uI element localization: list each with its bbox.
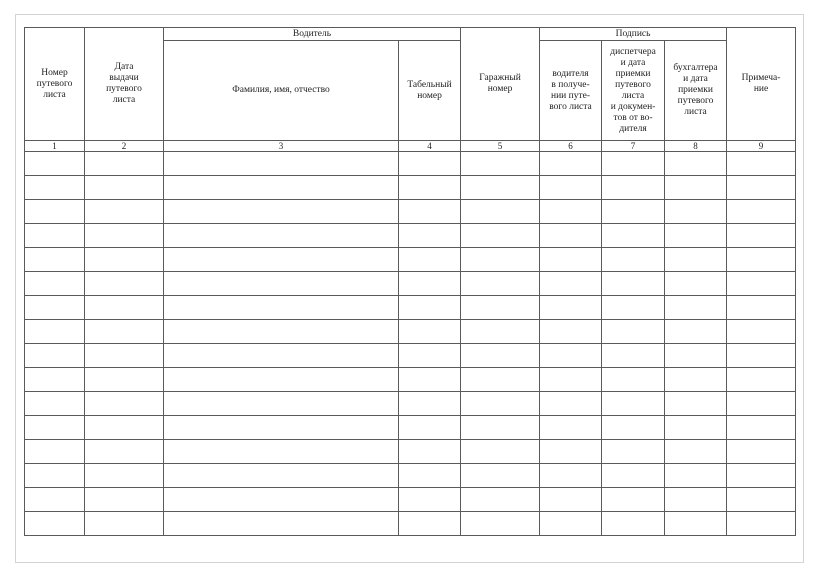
table-cell[interactable] [25,320,85,344]
table-cell[interactable] [461,152,540,176]
header-waybill-number-text: Номер путевого листа [36,67,73,100]
table-cell[interactable] [25,392,85,416]
table-cell[interactable] [665,416,727,440]
table-cell[interactable] [399,272,461,296]
table-cell[interactable] [399,488,461,512]
table-cell[interactable] [665,224,727,248]
table-cell[interactable] [399,464,461,488]
header-note [727,28,796,141]
table-cell[interactable] [665,152,727,176]
table-cell[interactable] [85,512,164,536]
table-cell[interactable] [540,440,602,464]
column-number: 2 [85,141,164,152]
table-row [25,368,796,392]
table-cell[interactable] [164,512,399,536]
table-cell[interactable] [540,416,602,440]
table-cell[interactable] [164,392,399,416]
table-row [25,176,796,200]
table-cell[interactable] [164,248,399,272]
header-garage-number-text: Гаражный номер [479,73,521,94]
table-cell[interactable] [727,320,796,344]
table-cell[interactable] [602,200,665,224]
table-cell[interactable] [540,224,602,248]
table-cell[interactable] [164,320,399,344]
table-cell[interactable] [602,368,665,392]
table-row [25,440,796,464]
table-cell[interactable] [727,392,796,416]
header-full-name [164,41,399,141]
table-cell[interactable] [399,152,461,176]
table-cell[interactable] [665,272,727,296]
table-cell[interactable] [85,464,164,488]
table-cell[interactable] [540,344,602,368]
header-personnel-number [399,41,461,141]
table-row [25,416,796,440]
header-personnel-number-text: Табельный номер [407,79,452,101]
table-cell[interactable] [727,248,796,272]
table-cell[interactable] [399,224,461,248]
column-number: 4 [399,141,461,152]
table-row [25,320,796,344]
table-cell[interactable] [25,344,85,368]
table-row [25,152,796,176]
table-cell[interactable] [727,176,796,200]
table-cell[interactable] [540,176,602,200]
table-cell[interactable] [164,152,399,176]
table-row [25,224,796,248]
header-full-name-text: Фамилия, имя, отчество [232,85,330,95]
table-cell[interactable] [540,320,602,344]
table-cell[interactable] [665,320,727,344]
table-cell[interactable] [85,416,164,440]
table-cell[interactable] [85,176,164,200]
table-cell[interactable] [164,296,399,320]
header-issue-date [85,28,164,141]
header-sig-accountant-text: бухгалтера и дата приемки путевого листа [673,63,718,117]
table-cell[interactable] [461,224,540,248]
header-garage-number [461,28,540,141]
table-cell[interactable] [25,248,85,272]
table-cell[interactable] [85,296,164,320]
table-cell[interactable] [85,392,164,416]
table-row [25,344,796,368]
table-cell[interactable] [665,488,727,512]
table-cell[interactable] [665,200,727,224]
header-waybill-number [25,28,85,141]
header-signature [540,28,727,41]
table-cell[interactable] [540,248,602,272]
column-number: 8 [665,141,727,152]
table-cell[interactable] [665,440,727,464]
header-sig-accountant [665,41,727,141]
table-row [25,248,796,272]
table-cell[interactable] [461,272,540,296]
table-cell[interactable] [602,488,665,512]
table-cell[interactable] [461,416,540,440]
table-cell[interactable] [399,200,461,224]
header-sig-dispatcher-text: диспетчера и дата приемки путевого листа и докумен- тов от во- дителя [610,46,656,134]
table-cell[interactable] [540,464,602,488]
table-cell[interactable] [602,152,665,176]
table-cell[interactable] [727,464,796,488]
table-cell[interactable] [602,296,665,320]
table-cell[interactable] [665,248,727,272]
table-cell[interactable] [461,488,540,512]
table-cell[interactable] [399,440,461,464]
table-cell[interactable] [164,440,399,464]
table-cell[interactable] [665,296,727,320]
table-cell[interactable] [399,176,461,200]
table-cell[interactable] [85,488,164,512]
table-cell[interactable] [25,296,85,320]
table-row [25,392,796,416]
table-cell[interactable] [665,392,727,416]
table-cell[interactable] [399,416,461,440]
table-cell[interactable] [540,512,602,536]
table-row [25,512,796,536]
table-cell[interactable] [540,152,602,176]
table-cell[interactable] [727,344,796,368]
table-cell[interactable] [602,392,665,416]
table-cell[interactable] [665,176,727,200]
table-cell[interactable] [540,272,602,296]
table-cell[interactable] [399,296,461,320]
table-cell[interactable] [25,464,85,488]
table-cell[interactable] [85,440,164,464]
table-cell[interactable] [399,344,461,368]
table-cell[interactable] [164,416,399,440]
table-row [25,296,796,320]
table-cell[interactable] [461,296,540,320]
table-cell[interactable] [25,368,85,392]
table-cell[interactable] [461,464,540,488]
header-note-text: Примеча- ние [741,73,781,94]
table-cell[interactable] [727,296,796,320]
header-driver-text: Водитель [292,28,332,39]
table-cell[interactable] [25,272,85,296]
table-cell[interactable] [164,344,399,368]
table-cell[interactable] [25,512,85,536]
table-cell[interactable] [602,416,665,440]
table-cell[interactable] [85,320,164,344]
table-row [25,200,796,224]
table-cell[interactable] [727,416,796,440]
table-cell[interactable] [164,464,399,488]
table-cell[interactable] [85,368,164,392]
table-cell[interactable] [25,176,85,200]
header-sig-driver [540,41,602,141]
table-cell[interactable] [399,392,461,416]
table-cell[interactable] [602,248,665,272]
table-cell[interactable] [461,392,540,416]
table-cell[interactable] [602,176,665,200]
column-number: 3 [164,141,399,152]
table-cell[interactable] [461,512,540,536]
table-cell[interactable] [602,272,665,296]
column-number-row [25,141,796,152]
table-cell[interactable] [727,200,796,224]
table-cell[interactable] [665,344,727,368]
table-cell[interactable] [602,320,665,344]
table-cell[interactable] [85,272,164,296]
table-cell[interactable] [461,440,540,464]
table-cell[interactable] [727,440,796,464]
table-cell[interactable] [727,488,796,512]
table-row [25,272,796,296]
table-cell[interactable] [665,464,727,488]
column-number: 9 [727,141,796,152]
table-cell[interactable] [164,488,399,512]
table-cell[interactable] [461,248,540,272]
table-cell[interactable] [461,200,540,224]
table-cell[interactable] [727,368,796,392]
table-cell[interactable] [540,368,602,392]
table-row [25,464,796,488]
table-cell[interactable] [25,224,85,248]
table-cell[interactable] [25,152,85,176]
table-cell[interactable] [25,200,85,224]
header-sig-dispatcher [602,41,665,141]
table-cell[interactable] [399,248,461,272]
table-cell[interactable] [164,368,399,392]
table-cell[interactable] [164,272,399,296]
table-cell[interactable] [665,512,727,536]
table-cell[interactable] [665,368,727,392]
waybill-journal-table [24,27,796,536]
table-cell[interactable] [461,320,540,344]
table-cell[interactable] [85,152,164,176]
table-cell[interactable] [25,416,85,440]
table-cell[interactable] [602,224,665,248]
table-cell[interactable] [85,344,164,368]
table-cell[interactable] [85,248,164,272]
table-cell[interactable] [25,440,85,464]
table-cell[interactable] [727,272,796,296]
table-cell[interactable] [602,464,665,488]
table-cell[interactable] [85,200,164,224]
table-cell[interactable] [399,512,461,536]
table-cell[interactable] [727,224,796,248]
table-row [25,488,796,512]
column-number: 7 [602,141,665,152]
column-number: 1 [25,141,85,152]
table-cell[interactable] [164,200,399,224]
table-cell[interactable] [85,224,164,248]
table-cell[interactable] [602,344,665,368]
table-cell[interactable] [164,224,399,248]
table-cell[interactable] [602,512,665,536]
table-cell[interactable] [540,296,602,320]
table-cell[interactable] [727,512,796,536]
table-cell[interactable] [540,200,602,224]
header-row-top [25,28,796,41]
table-cell[interactable] [399,320,461,344]
table-cell[interactable] [540,488,602,512]
table-cell[interactable] [461,368,540,392]
table-cell[interactable] [602,440,665,464]
table-cell[interactable] [461,344,540,368]
table-cell[interactable] [399,368,461,392]
table-cell[interactable] [164,176,399,200]
header-signature-text: Подпись [615,28,651,39]
header-driver [164,28,461,41]
header-sig-driver-text: водителя в получе- нии путе- вого листа [549,68,592,112]
table-cell[interactable] [461,176,540,200]
table-cell[interactable] [25,488,85,512]
header-issue-date-text: Дата выдачи путевого листа [106,62,142,105]
table-cell[interactable] [540,392,602,416]
column-number: 5 [461,141,540,152]
table-cell[interactable] [727,152,796,176]
column-number: 6 [540,141,602,152]
